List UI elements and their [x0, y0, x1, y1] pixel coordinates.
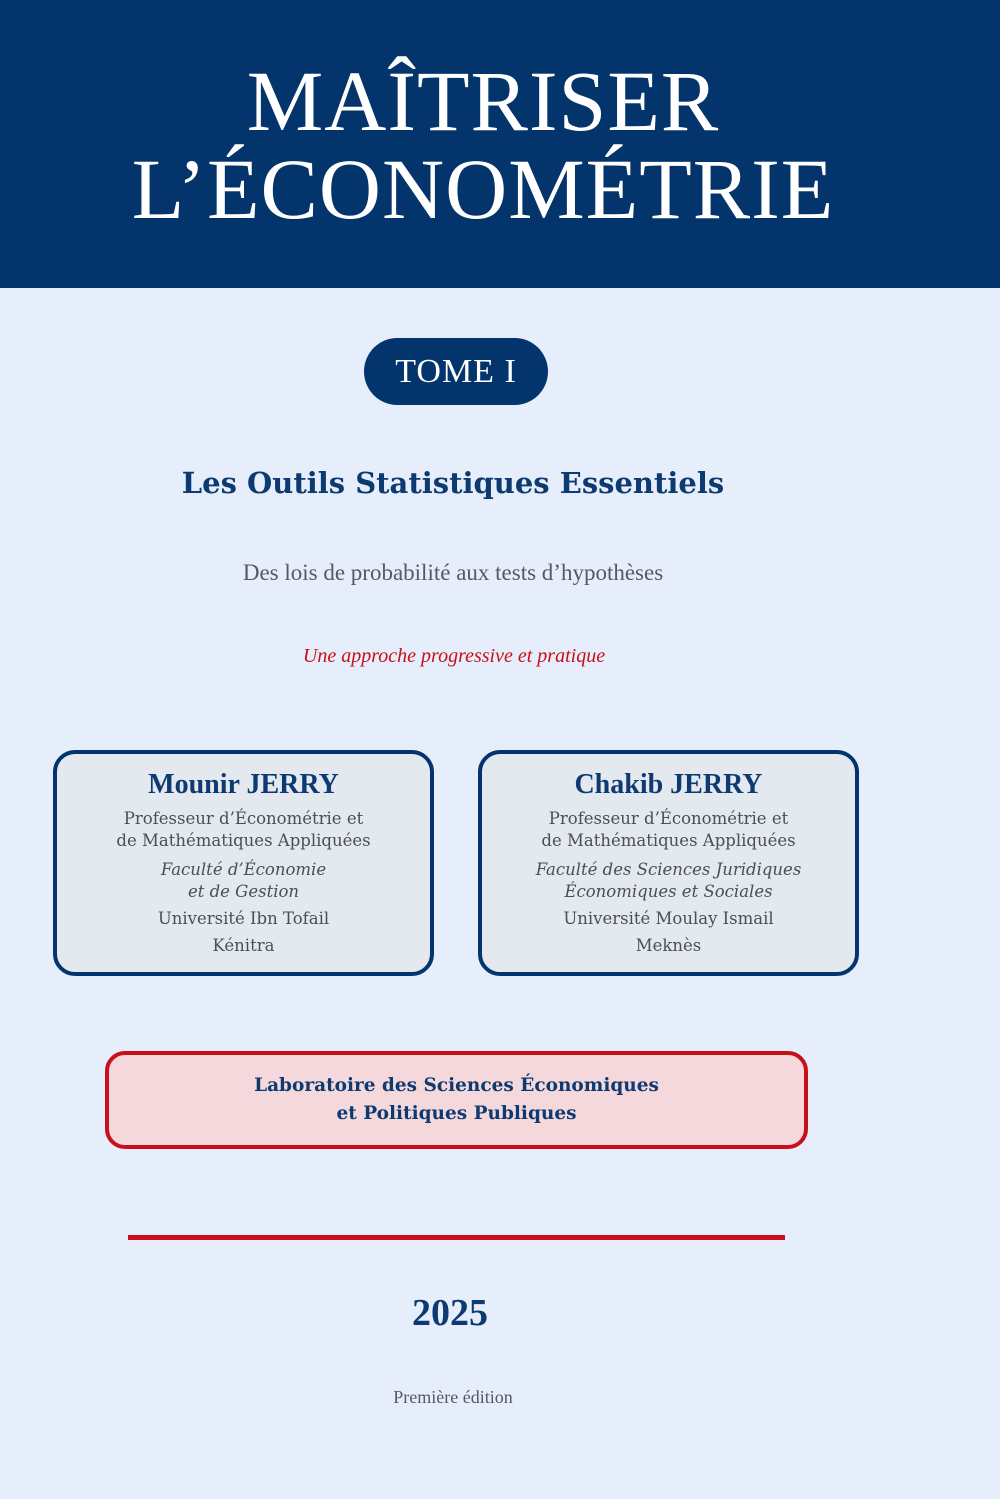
laboratory-name-line-2: et Politiques Publiques	[336, 1103, 577, 1124]
author-role-line-1: Professeur d’Économétrie et	[123, 809, 364, 828]
author-name: Mounir JERRY	[148, 769, 339, 800]
approach-tagline: Une approche progressive et pratique	[302, 645, 606, 667]
publication-year: 2025	[412, 1292, 488, 1334]
book-subtitle: Les Outils Statistiques Essentiels	[181, 466, 725, 500]
author-name: Chakib JERRY	[574, 769, 763, 800]
author-city: Kénitra	[212, 936, 275, 955]
author-faculty-line-2: Économiques et Sociales	[564, 882, 773, 901]
author-card	[478, 750, 859, 976]
author-card	[53, 750, 434, 976]
tome-badge: TOME I	[364, 338, 548, 405]
author-role-line-2: de Mathématiques Appliquées	[541, 831, 796, 850]
divider-rule	[128, 1235, 785, 1240]
book-tagline: Des lois de probabilité aux tests d’hypothèses	[242, 560, 664, 585]
laboratory-box	[105, 1051, 808, 1149]
author-city: Meknès	[635, 936, 702, 955]
author-faculty-line-1: Faculté des Sciences Juridiques	[535, 860, 802, 879]
laboratory-name-line-1: Laboratoire des Sciences Économiques	[254, 1075, 659, 1096]
author-university: Université Ibn Tofail	[157, 909, 330, 928]
book-title-line-1: MAÎTRISER	[246, 53, 720, 149]
title-banner	[0, 0, 1000, 288]
author-faculty-line-1: Faculté d’Économie	[160, 860, 327, 879]
author-role-line-2: de Mathématiques Appliquées	[116, 831, 371, 850]
edition-label: Première édition	[393, 1387, 513, 1407]
book-title-line-2: L’ÉCONOMÉTRIE	[131, 141, 835, 237]
author-role-line-1: Professeur d’Économétrie et	[548, 809, 789, 828]
author-university: Université Moulay Ismail	[563, 909, 774, 928]
author-faculty-line-2: et de Gestion	[187, 882, 300, 901]
